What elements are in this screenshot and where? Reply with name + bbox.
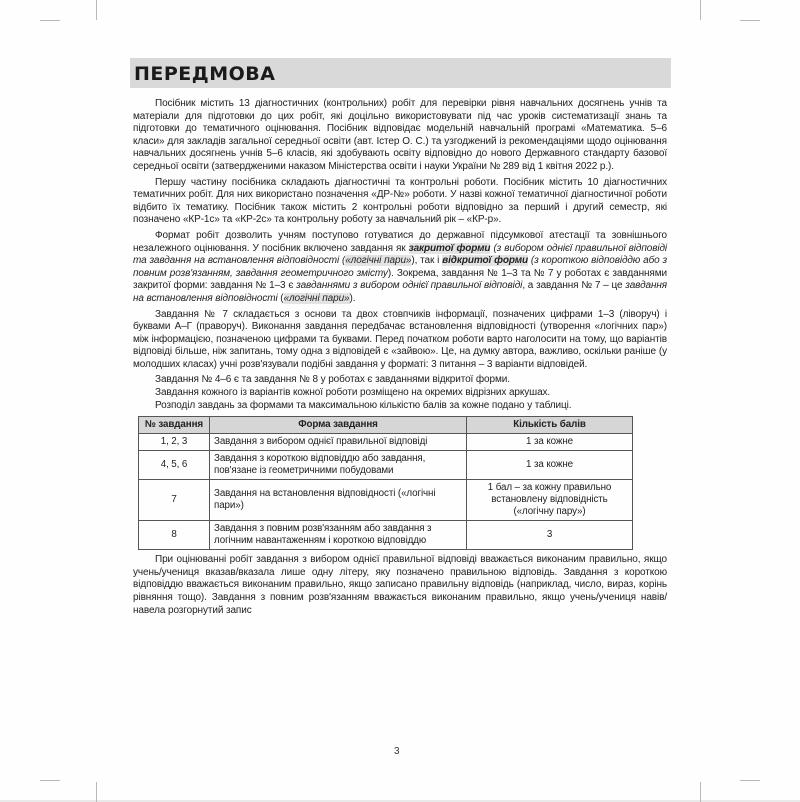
column-header-points: Кількість балів bbox=[467, 417, 633, 434]
paragraph bbox=[133, 230, 667, 306]
table-row bbox=[139, 434, 633, 451]
text-run: Формат робіт дозволить учням поступово готуватися до державної підсумкової атестації та зовнішнього незалежного оцінювання. У посібник включено завдання як bbox=[133, 229, 667, 254]
crop-mark bbox=[700, 0, 701, 20]
emphasis-open-form: відкритої форми bbox=[442, 255, 529, 267]
crop-mark bbox=[740, 20, 760, 21]
table-cell: 1, 2, 3 bbox=[139, 434, 210, 451]
crop-mark bbox=[700, 782, 701, 802]
text-run: «логічні пари» bbox=[283, 292, 350, 304]
text-run: завдання на встановлення відповідності bbox=[133, 280, 667, 304]
text-run: (з короткою відповіддю або з повним розв'язанням, завдання геометричного змісту bbox=[133, 255, 667, 279]
table-cell: 4, 5, 6 bbox=[139, 451, 210, 480]
table-header-row bbox=[139, 417, 633, 434]
table-row bbox=[139, 451, 633, 480]
table-cell: Завдання з короткою відповіддю або завдання, пов'язане із геометричними побудовами bbox=[210, 451, 467, 480]
page-heading: ПЕРЕДМОВА bbox=[134, 63, 276, 85]
paragraph: При оцінюванні робіт завдання з вибором однієї правильної відповіді вважається виконаним правильно, якщо учень/учениця вказав/вказала лише одну літеру, яку позначено правильною відповідь. Завдання з короткою відповіддю вважається виконаним правильно, якщо записано правильну відповідь (наприклад, число, вираз, корінь рівняння тощо). Завдання з повним розв'язанням вважається виконаним правильно, якщо учень/учениця навів/навела розгорнутий запис bbox=[133, 554, 667, 616]
crop-mark bbox=[740, 780, 760, 781]
paragraph: Першу частину посібника складають діагностичні та контрольні роботи. Посібник містить 10 діагностичних тематичних робіт. Для них використано позначення «ДР-№» роботи. У назві кожної тематичної діагностичної роботи відбито їх тематику. Посібник також містить 2 контрольні роботи відповідно за перший і другий семестр, які позначено «КР-1с» та «КР-2с» та контрольну роботу за навчальний рік – «КР-р». bbox=[133, 176, 667, 226]
text-run: ). Зокрема, завдання № 1–3 та № 7 у роботах є завданнями закритої форми: завдання № 1–3 є bbox=[133, 267, 667, 292]
crop-mark bbox=[96, 782, 97, 802]
table-cell: Завдання на встановлення відповідності («логічні пари») bbox=[210, 480, 467, 521]
text-run: «логічні пари» bbox=[345, 255, 412, 267]
table-row bbox=[139, 521, 633, 550]
emphasis-closed-form: закритої форми bbox=[408, 242, 491, 254]
table-cell: Завдання з повним розв'язанням або завдання з логічним навантаженням і короткою відповіддю bbox=[210, 521, 467, 550]
table-cell: 8 bbox=[139, 521, 210, 550]
table-cell: 3 bbox=[467, 521, 633, 550]
page-number: 3 bbox=[394, 746, 400, 757]
table-cell: 1 за кожне bbox=[467, 434, 633, 451]
text-run: , а завдання № 7 – це bbox=[522, 280, 626, 292]
table-cell: Завдання з вибором однієї правильної відповіді bbox=[210, 434, 467, 451]
text-run: ). bbox=[349, 292, 356, 304]
column-header-task-number: № завдання bbox=[139, 417, 210, 434]
table-cell: 1 за кожне bbox=[467, 451, 633, 480]
column-header-task-form: Форма завдання bbox=[210, 417, 467, 434]
scores-table bbox=[138, 416, 633, 550]
paragraph: Завдання № 4–6 є та завдання № 8 у роботах є завданнями відкритої форми. bbox=[155, 374, 510, 386]
crop-mark bbox=[96, 0, 97, 20]
text-run: (з вибором однієї правильної відповіді та завдання на встановлення відповідності ( bbox=[133, 242, 667, 267]
paragraph: Розподіл завдань за формами та максимальною кількістю балів за кожне подано у таблиці. bbox=[155, 399, 572, 411]
paragraph: Завдання кожного із варіантів кожної роботи розміщено на окремих відрізних аркушах. bbox=[155, 387, 551, 399]
table-row bbox=[139, 480, 633, 521]
text-run: ( bbox=[277, 292, 284, 304]
crop-mark bbox=[40, 780, 60, 781]
text-run: завданнями з вибором однієї правильної відповіді bbox=[296, 280, 523, 292]
paragraph: Посібник містить 13 діагностичних (контрольних) робіт для перевірки рівня навчальних досягнень учнів та матеріали для підготовки до цих робіт, які доцільно використовувати під час уроків систематизації знань та підготовки до тематичного оцінювання. Посібник відповідає модельній навчальній програмі «Математика. 5–6 класи» для закладів загальної середньої освіти (авт. Істер О. С.) та узгоджений із рекомендаціями щодо оцінювання навчальних досягнень учнів 5–6 класів, які здобувають освіту відповідно до нового Державного стандарту базової середньої освіти (затвердженими наказом Міністерства освіти і науки України № 289 від 1 квітня 2022 р.). bbox=[133, 98, 667, 172]
crop-mark bbox=[40, 20, 60, 21]
body-text bbox=[133, 98, 667, 620]
table-cell: 7 bbox=[139, 480, 210, 521]
table-cell: 1 бал – за кожну правильно встановлену відповідність («логічну пару») bbox=[467, 480, 633, 521]
paragraph: Завдання № 7 складається з основи та двох стовпчиків інформації, позначених цифрами 1–3 (ліворуч) і буквами А–Г (праворуч). Виконання завдання передбачає встановлення відповідності (утворення «логічних пар») між інформацією, позначеною цифрами та буквами. Перед початком роботи варто наголосити на тому, що варіантів відповіді більше, ніж запитань, тому одна з відповідей є «зайвою». Це, на думку автора, важливо, оскільки раніше (у молодших класах) учні розв'язували подібні завдання у форматі: 3 питання – 3 варіанти відповідей. bbox=[133, 308, 667, 370]
text-run: ), так і bbox=[411, 255, 443, 267]
